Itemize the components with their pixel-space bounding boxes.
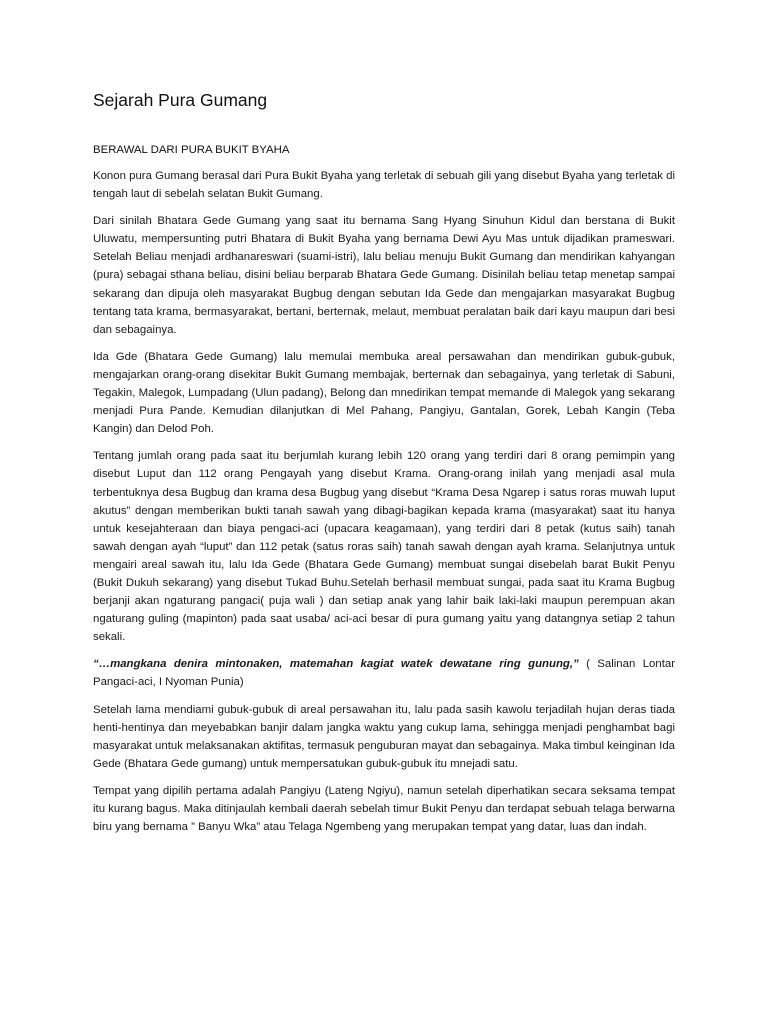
paragraph: Tempat yang dipilih pertama adalah Pangiyu (Lateng Ngiyu), namun setelah diperhatikan secara seksama tempat itu kurang bagus. Maka ditinjaulah kembali daerah sebelah timur Bukit Penyu dan terdapat sebuah telaga berwarna biru yang bernama ” Banyu Wka” atau Telaga Ngembeng yang merupakan tempat yang datar, luas dan indah. [93,784,675,834]
document-body [93,167,675,845]
paragraph: Tentang jumlah orang pada saat itu berjumlah kurang lebih 120 orang yang terdiri dari 8 orang pemimpin yang disebut Luput dan 112 orang Pengayah yang disebut Krama. Orang-orang inilah yang menjadi asal mula terbentuknya desa Bugbug dan krama desa Bugbug yang disebut “Krama Desa Ngarep i satus roras muwah luput akutus” dengan memberikan bukti tanah sawah yang dibagi-bagikan kepada krama (masyarakat) saat itu hanya untuk kesejahteraan dan biaya pengaci-aci (upacara keagamaan), yang terdiri dari 8 petak (kutus saih) tanah sawah dengan ayah “luput” dan 112 petak (satus roras saih) tanah sawah dengan ayah krama. Selanjutnya untuk mengairi areal sawah itu, lalu Ida Gede (Bhatara Gede Gumang) membuat sungai disebelah barat Bukit Penyu (Bukit Dukuh sekarang) yang disebut Tukad Buhu.Setelah berhasil membuat sungai, pada saat itu Krama Bugbug berjanji akan ngaturang pangaci( puja wali ) dan setiap anak yang lahir baik laki-laki maupun perempuan akan ngaturang guling (mapinton) pada saat usaba/ aci-aci besar di pura gumang yaitu yang datangnya setiap 2 tahun sekali. [93,450,675,644]
page-title: Sejarah Pura Gumang [93,90,268,110]
quote-paragraph [93,655,675,691]
paragraph: Dari sinilah Bhatara Gede Gumang yang saat itu bernama Sang Hyang Sinuhun Kidul dan berstana di Bukit Uluwatu, mempersunting putri Bhatara di Bukit Byaha yang bernama Dewi Ayu Mas untuk dijadikan prameswari. Setelah Beliau menjadi ardhanareswari (suami-istri), lalu beliau menuju Bukit Gumang dan mendirikan kahyangan (pura) sebagai sthana beliau, disini beliau berparab Bhatara Gede Gumang. Disinilah beliau tetap menetap sampai sekarang dan dipuja oleh masyarakat Bugbug dengan sebutan Ida Gede dan mengajarkan masyarakat Bugbug tentang tata krama, bermasyarakat, bertani, berternak, melaut, membuat peralatan baik dari kayu maupun dari besi dan sebagainya. [93,215,675,336]
quote-citation: ( Salinan Lontar Pangaci-aci, I Nyoman Punia) [93,658,675,689]
section-heading: BERAWAL DARI PURA BUKIT BYAHA [93,144,290,156]
paragraph: Setelah lama mendiami gubuk-gubuk di areal persawahan itu, lalu pada sasih kawolu terjadilah hujan deras tiada henti-hentinya dan meyebabkan banjir dalam jangka waktu yang cukup lama, sehingga menjadi penghambat bagi masyarakat untuk melaksanakan aktifitas, termasuk penguburan mayat dan sebagainya. Maka timbul keinginan Ida Gede (Bhatara Gede gumang) untuk mempersatukan gubuk-gubuk itu mnejadi satu. [93,703,675,770]
paragraph: Konon pura Gumang berasal dari Pura Bukit Byaha yang terletak di sebuah gili yang disebut Byaha yang terletak di tengah laut di sebelah selatan Bukit Gumang. [93,170,675,201]
paragraph: Ida Gde (Bhatara Gede Gumang) lalu memulai membuka areal persawahan dan mendirikan gubuk-gubuk, mengajarkan orang-orang disekitar Bukit Gumang membajak, berternak dan sebagainya, yang terletak di Sabuni, Tegakin, Malegok, Lumpadang (Ulun padang), Belong dan mnedirikan tempat memande di Malegok yang sekarang menjadi Pura Pande. Kemudian dilanjutkan di Mel Pahang, Pangiyu, Gantalan, Gorek, Lebah Kangin (Teba Kangin) dan Delod Poh. [93,350,675,436]
quote-text: “…mangkana denira mintonaken, matemahan kagiat watek dewatane ring gunung,” [93,658,579,671]
